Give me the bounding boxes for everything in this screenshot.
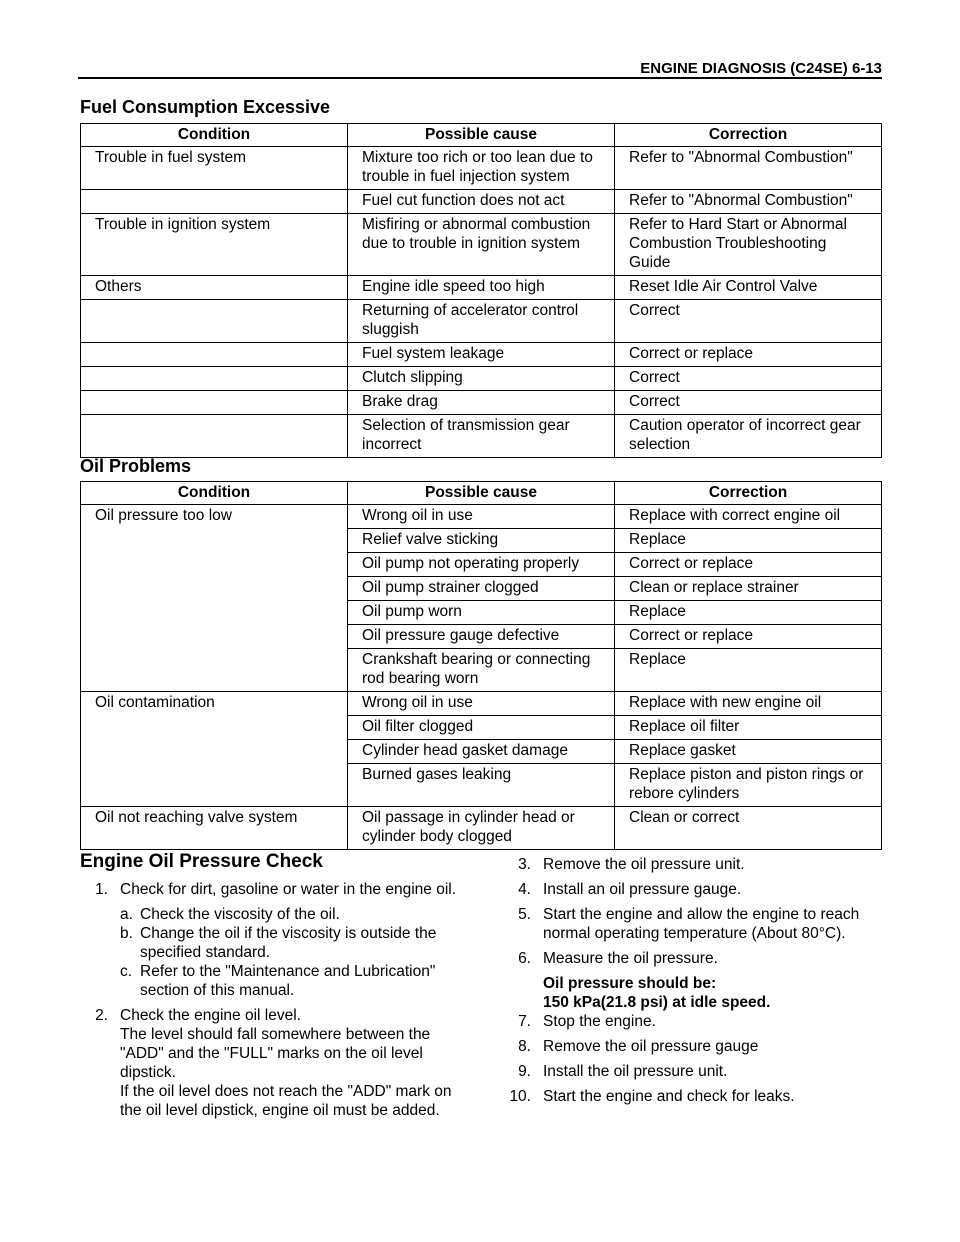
condition-cell: Others: [81, 276, 348, 300]
step-text: If the oil level does not reach the "ADD" mark on the oil level dipstick, engine oil must be added.: [120, 1083, 452, 1119]
step-item: [80, 1006, 456, 1120]
correction-cell: Correct or replace: [615, 625, 882, 649]
table-row: [81, 300, 882, 343]
correction-cell: Replace: [615, 529, 882, 553]
table-row: [81, 505, 882, 529]
correction-cell: Replace oil filter: [615, 716, 882, 740]
step-number: 2.: [95, 1007, 108, 1024]
step-number: 5.: [518, 906, 531, 923]
table-row: [81, 692, 882, 716]
step-text: Check for dirt, gasoline or water in the engine oil.: [120, 881, 457, 898]
correction-cell: Refer to "Abnormal Combustion": [615, 190, 882, 214]
step-number: 10.: [509, 1088, 531, 1105]
oil-table: [80, 481, 882, 850]
cause-cell: Oil pump strainer clogged: [348, 577, 615, 601]
fuel-section-title: Fuel Consumption Excessive: [80, 97, 331, 117]
step-text: Install the oil pressure unit.: [543, 1063, 728, 1080]
table-row: [81, 343, 882, 367]
fuel-table: [80, 123, 882, 458]
step-number: 3.: [518, 856, 531, 873]
condition-cell: Trouble in ignition system: [81, 214, 348, 276]
step-number: 7.: [518, 1013, 531, 1030]
cause-cell: Cylinder head gasket damage: [348, 740, 615, 764]
step-number: 9.: [518, 1063, 531, 1080]
correction-cell: Caution operator of incorrect gear selection: [615, 415, 882, 458]
condition-cell: Oil not reaching valve system: [81, 807, 348, 850]
sub-text: Check the viscosity of the oil.: [140, 906, 340, 923]
step-number: 8.: [518, 1038, 531, 1055]
correction-cell: Correct: [615, 367, 882, 391]
table-row: [81, 391, 882, 415]
step-number: 6.: [518, 950, 531, 967]
table-row: [81, 214, 882, 276]
step-item: [503, 880, 883, 899]
cause-cell: Mixture too rich or too lean due to trouble in fuel injection system: [348, 147, 615, 190]
cause-cell: Oil filter clogged: [348, 716, 615, 740]
correction-cell: Replace with new engine oil: [615, 692, 882, 716]
correction-cell: Replace: [615, 649, 882, 692]
step-text: Remove the oil pressure gauge: [543, 1038, 759, 1055]
table-row: [81, 190, 882, 214]
condition-cell: Oil pressure too low: [81, 505, 348, 692]
correction-cell: Correct or replace: [615, 343, 882, 367]
step-number: 4.: [518, 881, 531, 898]
cause-cell: Returning of accelerator control sluggish: [348, 300, 615, 343]
cause-cell: Wrong oil in use: [348, 692, 615, 716]
cause-cell: Wrong oil in use: [348, 505, 615, 529]
cause-cell: Selection of transmission gear incorrect: [348, 415, 615, 458]
step-item: [80, 880, 456, 1000]
correction-cell: Correct or replace: [615, 553, 882, 577]
step-text: Install an oil pressure gauge.: [543, 881, 742, 898]
sub-item: [120, 924, 456, 962]
column-header: Condition: [81, 124, 348, 147]
step-item: [503, 1037, 883, 1056]
correction-cell: Refer to Hard Start or Abnormal Combustion Troubleshooting Guide: [615, 214, 882, 276]
cause-cell: Relief valve sticking: [348, 529, 615, 553]
step-item: [503, 905, 883, 943]
step-item: [503, 1087, 883, 1106]
sub-text: Refer to the "Maintenance and Lubrication" section of this manual.: [140, 963, 436, 999]
cause-cell: Oil passage in cylinder head or cylinder body clogged: [348, 807, 615, 850]
cause-cell: Oil pressure gauge defective: [348, 625, 615, 649]
correction-cell: Replace: [615, 601, 882, 625]
cause-cell: Fuel cut function does not act: [348, 190, 615, 214]
correction-cell: Replace piston and piston rings or rebore cylinders: [615, 764, 882, 807]
table-row: [81, 807, 882, 850]
cause-cell: Fuel system leakage: [348, 343, 615, 367]
left-steps: [80, 880, 456, 1126]
correction-cell: Replace gasket: [615, 740, 882, 764]
table-header-row: [81, 124, 882, 147]
step-text: Start the engine and allow the engine to reach normal operating temperature (About 80°C).: [543, 906, 860, 942]
correction-cell: Replace with correct engine oil: [615, 505, 882, 529]
table-row: [81, 147, 882, 190]
step-text: Start the engine and check for leaks.: [543, 1088, 795, 1105]
sub-text: Change the oil if the viscosity is outside the specified standard.: [140, 925, 437, 961]
step-text: Check the engine oil level.: [120, 1007, 301, 1024]
step-item: [503, 855, 883, 874]
column-header: Possible cause: [348, 124, 615, 147]
table-row: [81, 415, 882, 458]
check-section-title: Engine Oil Pressure Check: [80, 851, 323, 872]
step-number: 1.: [95, 881, 108, 898]
cause-cell: Brake drag: [348, 391, 615, 415]
correction-cell: Reset Idle Air Control Valve: [615, 276, 882, 300]
step-item: [503, 1062, 883, 1081]
step-item: [503, 949, 883, 1012]
step-text: The level should fall somewhere between the "ADD" and the "FULL" marks on the oil level dipstick.: [120, 1026, 431, 1081]
condition-cell: [81, 367, 348, 391]
page-header: ENGINE DIAGNOSIS (C24SE) 6-13: [78, 60, 882, 79]
spec-value: 150 kPa(21.8 psi) at idle speed.: [543, 994, 771, 1011]
condition-cell: [81, 343, 348, 367]
step-text: Stop the engine.: [543, 1013, 656, 1030]
sub-list: [120, 905, 456, 1000]
sub-number: a.: [120, 906, 133, 923]
condition-cell: Trouble in fuel system: [81, 147, 348, 190]
sub-item: [120, 905, 456, 924]
sub-number: b.: [120, 925, 133, 942]
sub-item: [120, 962, 456, 1000]
cause-cell: Oil pump not operating properly: [348, 553, 615, 577]
table-row: [81, 367, 882, 391]
column-header: Possible cause: [348, 482, 615, 505]
condition-cell: Oil contamination: [81, 692, 348, 807]
column-header: Condition: [81, 482, 348, 505]
condition-cell: [81, 190, 348, 214]
correction-cell: Correct: [615, 391, 882, 415]
column-header: Correction: [615, 482, 882, 505]
cause-cell: Clutch slipping: [348, 367, 615, 391]
step-item: [503, 1012, 883, 1031]
table-header-row: [81, 482, 882, 505]
correction-cell: Correct: [615, 300, 882, 343]
column-header: Correction: [615, 124, 882, 147]
correction-cell: Clean or replace strainer: [615, 577, 882, 601]
condition-cell: [81, 391, 348, 415]
spec-label: Oil pressure should be:: [543, 975, 717, 992]
correction-cell: Refer to "Abnormal Combustion": [615, 147, 882, 190]
cause-cell: Oil pump worn: [348, 601, 615, 625]
right-steps: [503, 855, 883, 1112]
cause-cell: Misfiring or abnormal combustion due to trouble in ignition system: [348, 214, 615, 276]
cause-cell: Engine idle speed too high: [348, 276, 615, 300]
step-text: Remove the oil pressure unit.: [543, 856, 745, 873]
correction-cell: Clean or correct: [615, 807, 882, 850]
table-row: [81, 276, 882, 300]
sub-number: c.: [120, 963, 133, 980]
step-text: Measure the oil pressure.: [543, 950, 718, 967]
cause-cell: Crankshaft bearing or connecting rod bearing worn: [348, 649, 615, 692]
cause-cell: Burned gases leaking: [348, 764, 615, 807]
spec-block: [543, 974, 883, 1012]
oil-section-title: Oil Problems: [80, 456, 192, 476]
condition-cell: [81, 415, 348, 458]
condition-cell: [81, 300, 348, 343]
